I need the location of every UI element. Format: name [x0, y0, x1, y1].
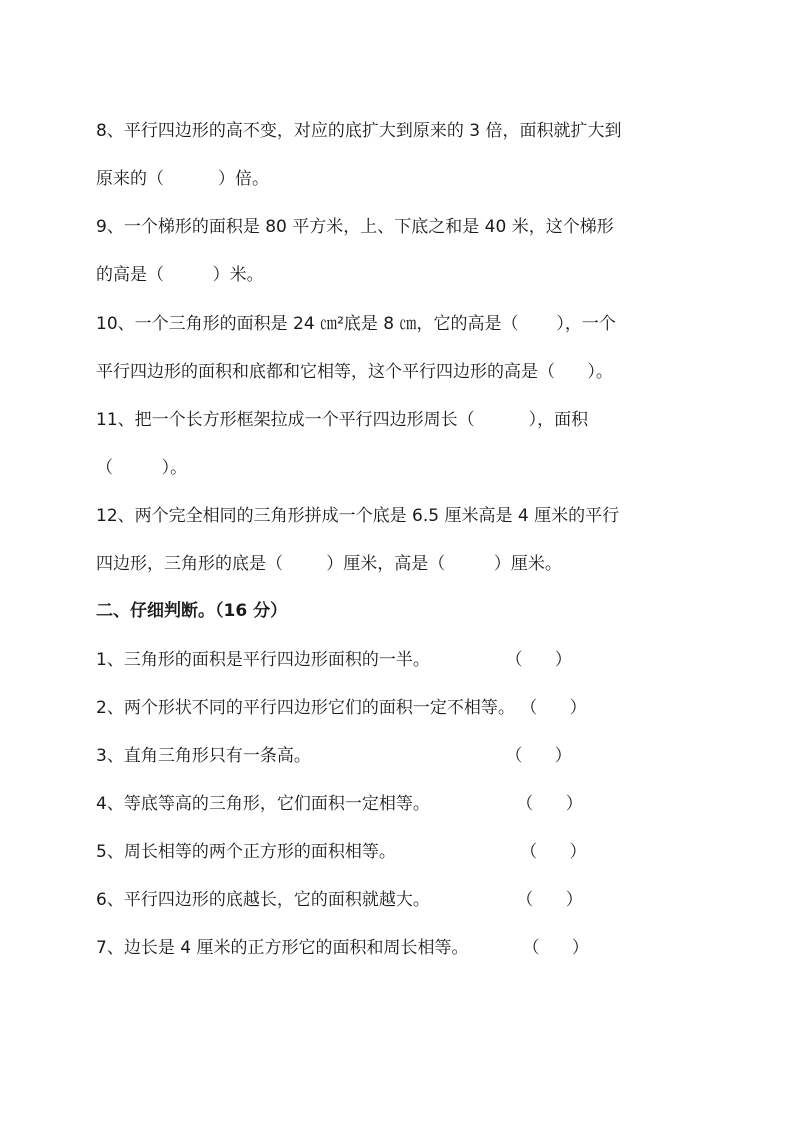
problem-8-line-2: 原来的（ ）倍。 [96, 169, 270, 189]
judgment-item-2: 2、两个形状不同的平行四边形它们的面积一定不相等。 （ ） [96, 698, 587, 718]
judgment-item-5: 5、周长相等的两个正方形的面积相等。 （ ） [96, 842, 587, 862]
section-2-heading: 二、仔细判断。（16 分） [96, 601, 288, 621]
judgment-item-3: 3、直角三角形只有一条高。 （ ） [96, 746, 572, 766]
judgment-item-6: 6、平行四边形的底越长，它的面积就越大。 （ ） [96, 890, 583, 910]
problem-10-line-1: 10、一个三角形的面积是 24 ㎝²底是 8 ㎝，它的高是（ ），一个 [96, 314, 616, 334]
judgment-item-4: 4、等底等高的三角形，它们面积一定相等。 （ ） [96, 794, 583, 814]
problem-11-line-2: （ ）。 [96, 458, 188, 478]
judgment-item-7: 7、边长是 4 厘米的正方形它的面积和周长相等。 （ ） [96, 938, 589, 958]
problem-10-line-2: 平行四边形的面积和底都和它相等，这个平行四边形的高是（ ）。 [96, 362, 613, 382]
problem-12-line-2: 四边形，三角形的底是（ ）厘米，高是（ ）厘米。 [96, 554, 562, 574]
problem-8-line-1: 8、平行四边形的高不变，对应的底扩大到原来的 3 倍，面积就扩大到 [96, 121, 622, 141]
problem-11-line-1: 11、把一个长方形框架拉成一个平行四边形周长（ ），面积 [96, 410, 589, 430]
judgment-item-1: 1、三角形的面积是平行四边形面积的一半。 （ ） [96, 650, 572, 670]
problem-12-line-1: 12、两个完全相同的三角形拼成一个底是 6.5 厘米高是 4 厘米的平行 [96, 506, 620, 526]
problem-9-line-1: 9、一个梯形的面积是 80 平方米，上、下底之和是 40 米，这个梯形 [96, 217, 614, 237]
problem-9-line-2: 的高是（ ）米。 [96, 265, 264, 285]
